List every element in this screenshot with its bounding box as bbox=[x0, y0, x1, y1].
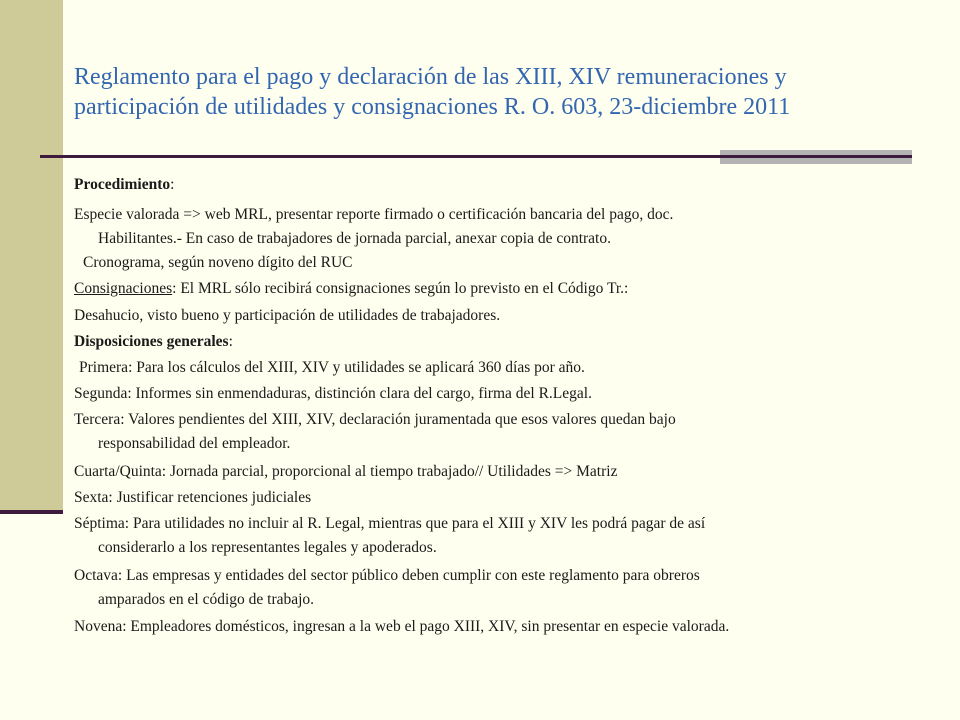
tercera-paragraph bbox=[74, 408, 948, 456]
octava-paragraph bbox=[74, 564, 948, 612]
consignaciones-label: Consignaciones bbox=[74, 280, 173, 297]
septima-line-1: Séptima: Para utilidades no incluir al R. Legal, mientras que para el XIII y XIV les podrá pagar de así bbox=[74, 515, 706, 532]
novena-text: Novena: Empleadores domésticos, ingresan a la web el pago XIII, XIV, sin presentar en especie valorada. bbox=[74, 618, 730, 635]
sexta-paragraph bbox=[74, 486, 948, 510]
cronograma-paragraph bbox=[74, 251, 933, 275]
septima-line-2: considerarlo a los representantes legales y apoderados. bbox=[98, 539, 437, 556]
especie-paragraph bbox=[74, 203, 948, 251]
disposiciones-label: Disposiciones generales bbox=[74, 333, 229, 350]
segunda-paragraph bbox=[74, 382, 948, 406]
octava-line-1: Octava: Las empresas y entidades del sector público deben cumplir con este reglamento para obreros bbox=[74, 567, 700, 584]
divider-accent-line bbox=[720, 155, 912, 158]
tercera-line-2: responsabilidad del empleador. bbox=[98, 435, 291, 452]
consignaciones-text: : El MRL sólo recibirá consignaciones según lo previsto en el Código Tr.: bbox=[172, 280, 629, 297]
septima-paragraph bbox=[74, 512, 948, 560]
title-line-1: Reglamento para el pago y declaración de las XIII, XIV remuneraciones y bbox=[74, 64, 787, 90]
novena-paragraph bbox=[74, 615, 948, 639]
title-line-2: participación de utilidades y consignaciones R. O. 603, 23-diciembre 2011 bbox=[74, 94, 791, 120]
disposiciones-colon: : bbox=[228, 333, 233, 350]
cuarta-text: Cuarta/Quinta: Jornada parcial, proporcional al tiempo trabajado// Utilidades => Matriz bbox=[74, 463, 618, 480]
segunda-text: Segunda: Informes sin enmendaduras, distinción clara del cargo, firma del R.Legal. bbox=[74, 385, 592, 402]
disposiciones-heading bbox=[74, 330, 948, 354]
tercera-line-1: Tercera: Valores pendientes del XIII, XIV, declaración juramentada que esos valores quedan bajo bbox=[74, 411, 676, 428]
sidebar-decoration bbox=[0, 0, 63, 512]
especie-line-2: Habilitantes.- En caso de trabajadores de jornada parcial, anexar copia de contrato. bbox=[98, 230, 611, 247]
procedimiento-label: Procedimiento bbox=[74, 176, 171, 193]
desahucio-paragraph bbox=[74, 304, 948, 328]
cronograma-text: Cronograma, según noveno dígito del RUC bbox=[83, 254, 353, 271]
sidebar-accent-mark bbox=[0, 510, 63, 514]
primera-paragraph bbox=[74, 356, 929, 380]
consignaciones-paragraph bbox=[74, 277, 948, 301]
primera-text: Primera: Para los cálculos del XIII, XIV y utilidades se aplicará 360 días por año. bbox=[79, 359, 585, 376]
procedimiento-heading bbox=[74, 173, 948, 197]
slide-title bbox=[74, 62, 934, 122]
desahucio-text: Desahucio, visto bueno y participación de utilidades de trabajadores. bbox=[74, 307, 501, 324]
sexta-text: Sexta: Justificar retenciones judiciales bbox=[74, 489, 312, 506]
procedimiento-colon: : bbox=[170, 176, 175, 193]
cuarta-paragraph bbox=[74, 460, 948, 484]
especie-line-1: Especie valorada => web MRL, presentar reporte firmado o certificación bancaria del pago, doc. bbox=[74, 206, 674, 223]
octava-line-2: amparados en el código de trabajo. bbox=[98, 591, 315, 608]
